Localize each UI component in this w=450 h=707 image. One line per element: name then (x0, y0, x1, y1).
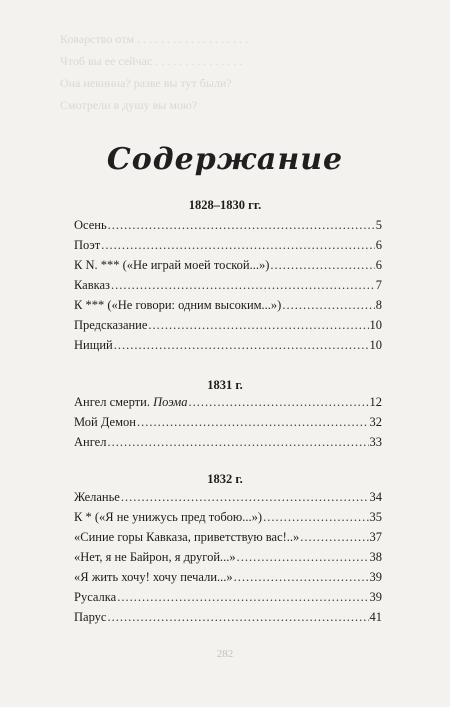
toc-entry[interactable] (74, 295, 382, 315)
toc-entry[interactable] (74, 587, 382, 607)
toc-entry-page: 37 (369, 530, 382, 544)
toc-entry-title: К * («Я не унижусь пред тобою...») (74, 510, 263, 524)
leader-dots (237, 547, 369, 567)
leader-dots (107, 432, 368, 452)
toc-entry-title: Кавказ (74, 278, 110, 292)
section-heading: 1828–1830 гг. (188, 198, 262, 212)
leader-dots (121, 487, 369, 507)
toc-entry-page: 10 (369, 318, 382, 332)
leader-dots (101, 235, 374, 255)
toc-entry[interactable] (74, 255, 382, 275)
bleed-through-text: Чтоб вы ее сейчас . . . . . . . . . . . . . . . (60, 54, 243, 68)
toc-entry-title: К *** («Не говори: одним высоким...») (74, 298, 282, 312)
toc-entry-title: «Нет, я не Байрон, я другой...» (74, 550, 236, 564)
leader-dots (111, 275, 375, 295)
leader-dots (263, 507, 368, 527)
leader-dots (300, 527, 368, 547)
toc-entry-page: 38 (369, 550, 382, 564)
toc-entry-title: Русалка (74, 590, 117, 604)
toc-entry[interactable] (74, 607, 382, 627)
toc-entry-page: 7 (375, 278, 382, 292)
toc-entry-page: 12 (369, 395, 382, 409)
toc-entry-page: 39 (369, 590, 382, 604)
toc-entry-genre: Поэма (153, 395, 188, 409)
toc-entry-title: «Синие горы Кавказа, приветствую вас!..» (74, 530, 300, 544)
toc-entry[interactable] (74, 567, 382, 587)
page-title: Содержание (106, 142, 344, 178)
toc-entry[interactable] (74, 392, 382, 412)
section-heading: 1832 г. (207, 472, 243, 486)
leader-dots (117, 587, 368, 607)
toc-entry-page: 6 (375, 238, 382, 252)
toc-entry[interactable] (74, 487, 382, 507)
toc-entry-title: Мой Демон (74, 415, 136, 429)
leader-dots (137, 412, 369, 432)
toc-entry[interactable] (74, 507, 382, 527)
toc-entry[interactable] (74, 547, 382, 567)
leader-dots (148, 315, 368, 335)
toc-entry-title: Предсказание (74, 318, 148, 332)
toc-entry-page: 33 (369, 435, 382, 449)
toc-entry[interactable] (74, 412, 382, 432)
section-heading: 1831 г. (207, 378, 243, 392)
leader-dots (107, 607, 368, 627)
toc-entry-title: Желанье (74, 490, 120, 504)
toc-entry-title: Нищий (74, 338, 113, 352)
toc-entry-title: «Я жить хочу! хочу печали...» (74, 570, 233, 584)
toc-entry[interactable] (74, 235, 382, 255)
toc-entry-page: 41 (369, 610, 382, 624)
toc-entry-title: Поэт (74, 238, 101, 252)
toc-entry-page: 35 (369, 510, 382, 524)
toc-entry[interactable] (74, 275, 382, 295)
leader-dots (188, 392, 368, 412)
toc-entry-title: Ангел (74, 435, 107, 449)
toc-entry-title: Осень (74, 218, 107, 232)
toc-entry-title: Парус (74, 610, 107, 624)
bleed-through-text: Смотрели в душу вы мою? (60, 98, 198, 112)
toc-entry-page: 6 (375, 258, 382, 272)
leader-dots (108, 215, 375, 235)
toc-entry-page: 34 (369, 490, 382, 504)
toc-entry[interactable] (74, 215, 382, 235)
leader-dots (270, 255, 374, 275)
toc-entry-title: К N. *** («Не играй моей тоской...») (74, 258, 270, 272)
page-number: 282 (216, 648, 234, 660)
leader-dots (282, 295, 374, 315)
toc-entry-page: 8 (375, 298, 382, 312)
toc-entry[interactable] (74, 315, 382, 335)
bleed-through-text: Коварство отм . . . . . . . . . . . . . . . . . . . (60, 32, 249, 46)
toc-entry-title (74, 392, 187, 412)
bleed-through-text: Она невинна? разве вы тут были? (60, 76, 232, 90)
toc-entry-page: 39 (369, 570, 382, 584)
toc-entry[interactable] (74, 335, 382, 355)
toc-entry-page: 5 (375, 218, 382, 232)
toc-entry-title-text: Ангел смерти. (74, 395, 150, 409)
toc-entry-page: 32 (369, 415, 382, 429)
leader-dots (114, 335, 369, 355)
toc-entry[interactable] (74, 432, 382, 452)
toc-entry-page: 10 (369, 338, 382, 352)
toc-entry[interactable] (74, 527, 382, 547)
leader-dots (234, 567, 369, 587)
